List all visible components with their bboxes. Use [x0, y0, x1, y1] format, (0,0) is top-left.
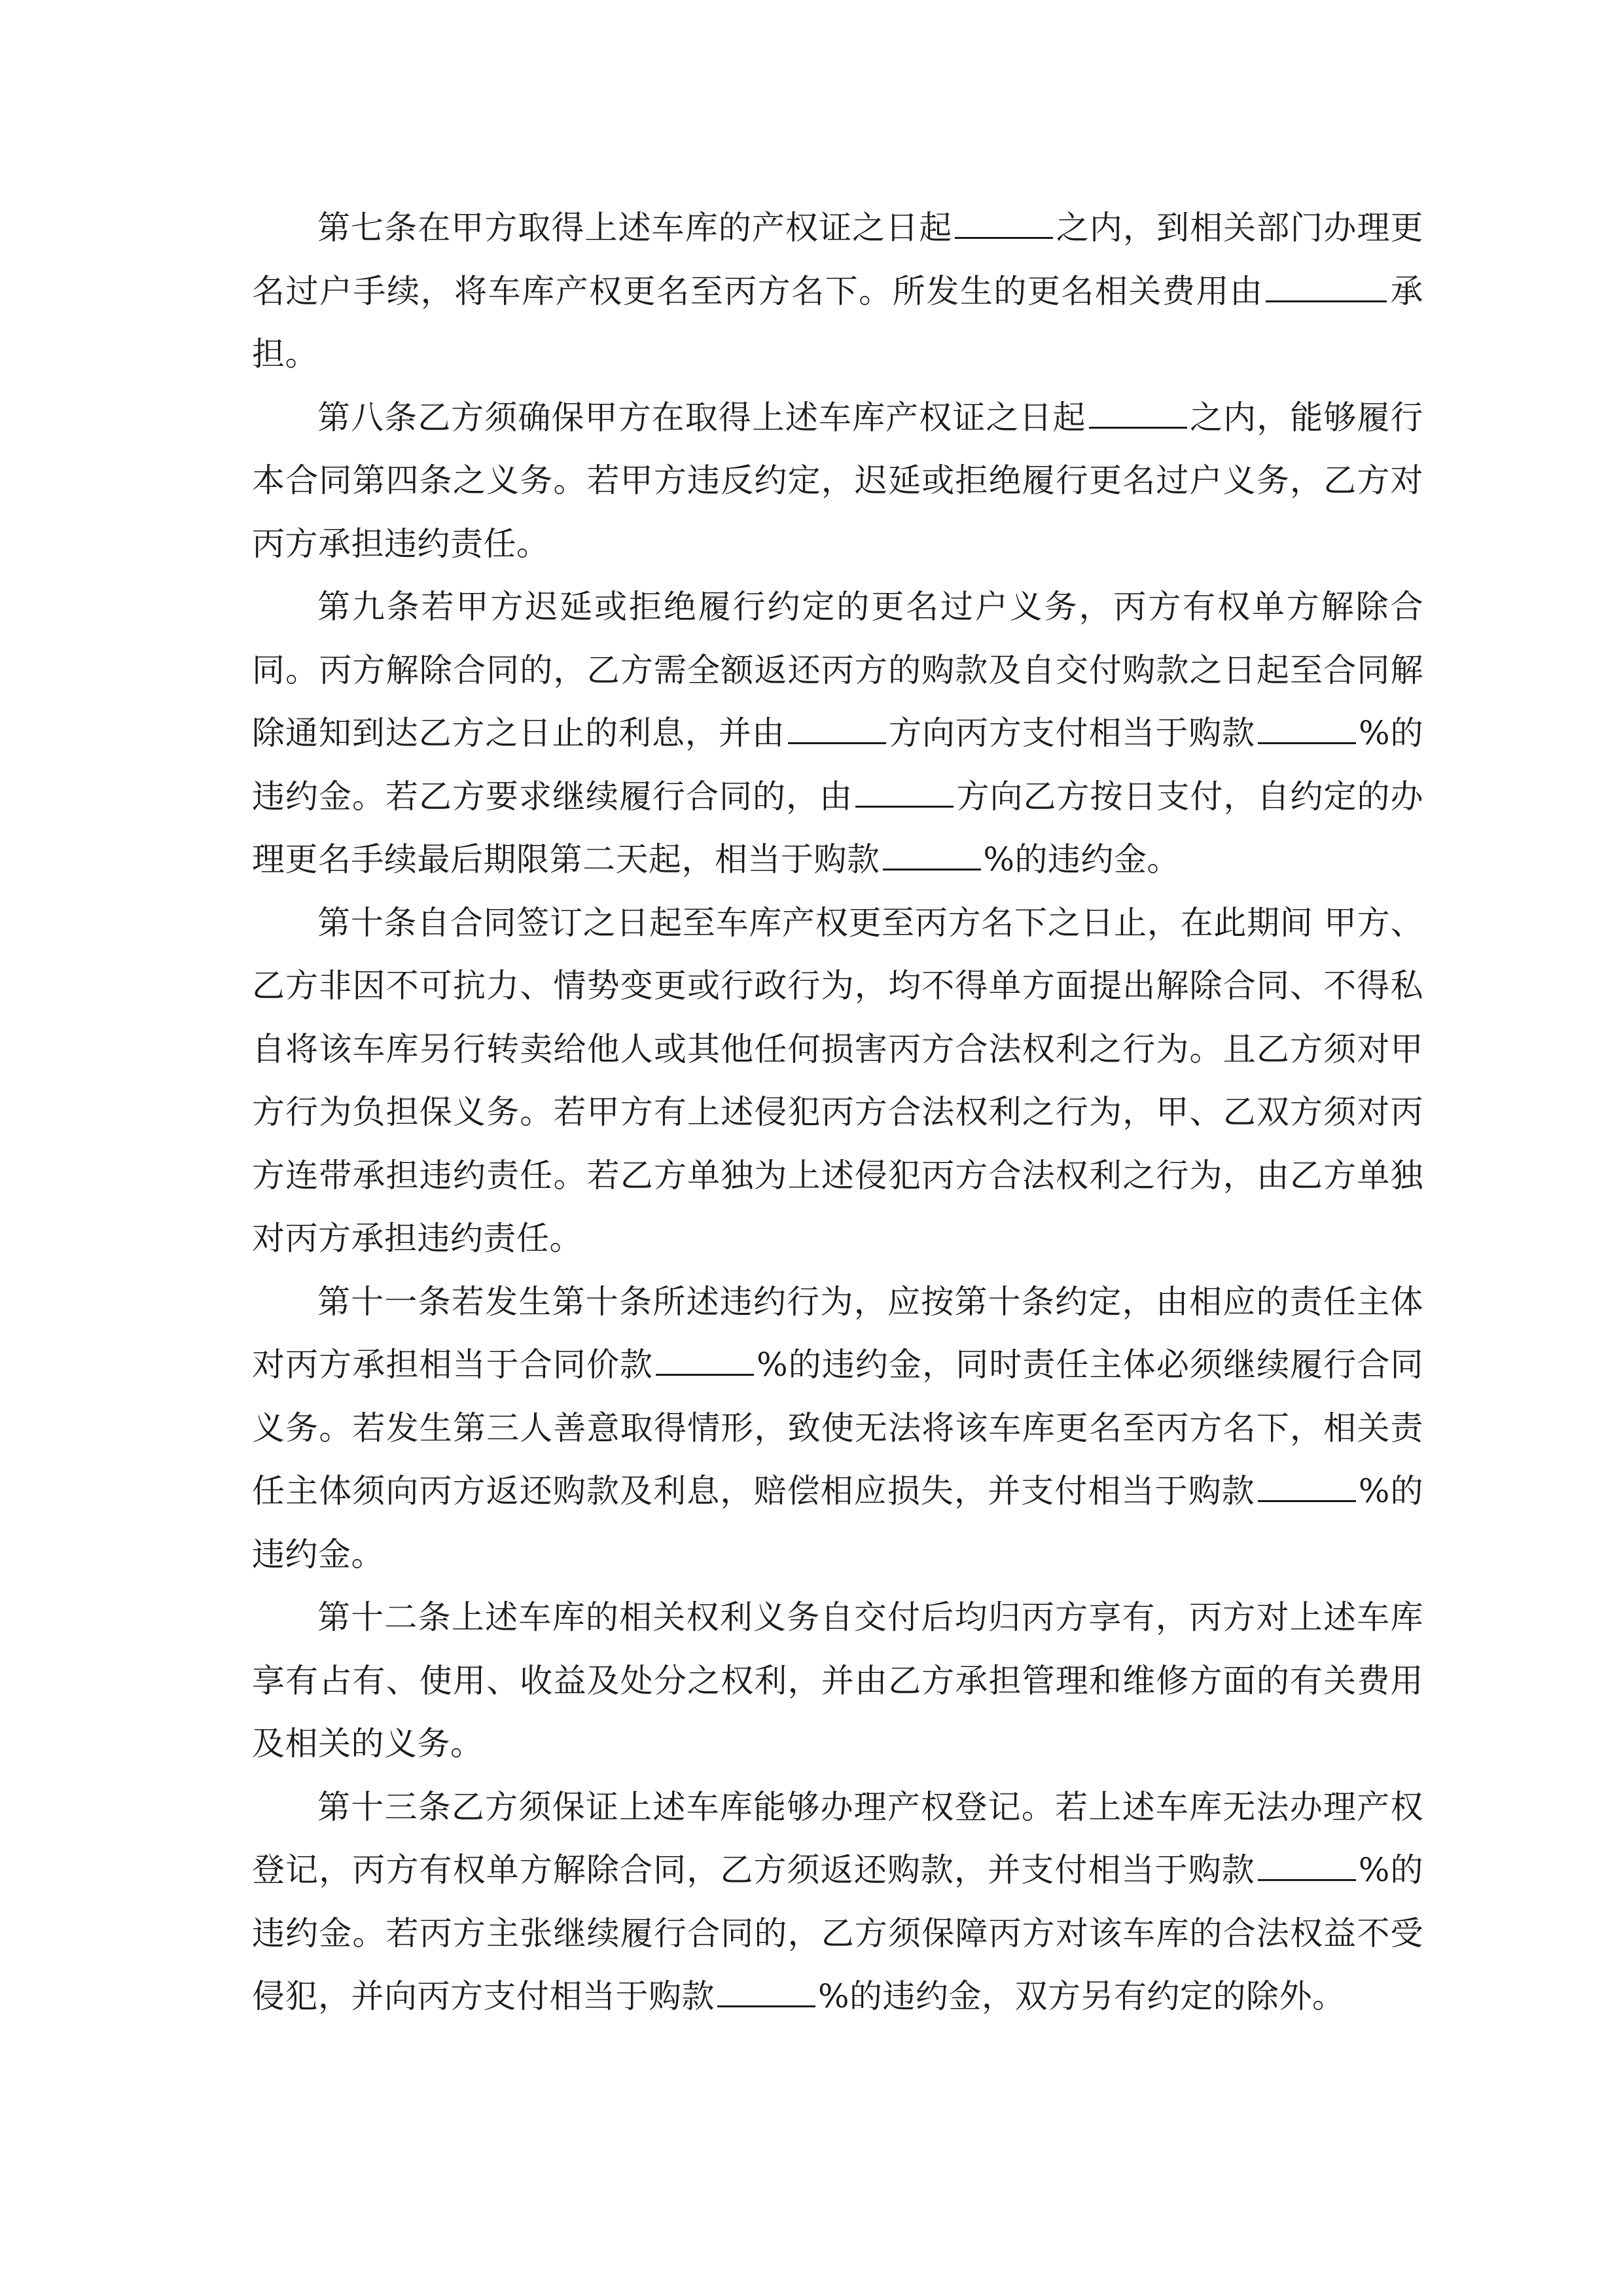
- fill-blank: [1258, 1853, 1356, 1881]
- clause-13: 第十三条乙方须保证上述车库能够办理产权登记。若上述车库无法办理产权登记，丙方有权单方解除合同，乙方须返还购款，并支付相当于购款 %的违约金。若丙方主张继续履行合同的，乙方须保障丙方对该车库的合法权益不受侵犯，并向丙方支付相当于购款 %的违约金，双方另有约定的除外。: [252, 1787, 1423, 2015]
- clause-9: 第九条若甲方迟延或拒绝履行约定的更名过户义务，丙方有权单方解除合同。丙方解除合同的，乙方需全额返还丙方的购款及自交付购款之日起至合同解除通知到达乙方之日止的利息，并由 方向丙方支付相当于购款 %的违约金。若乙方要求继续履行合同的，由 方向乙方按日支付，自约定的办理更名手续最后期限第二天起，相当于购款 %的违约金。: [252, 588, 1424, 878]
- clause-11: 第十一条若发生第十条所述违约行为，应按第十条约定，由相应的责任主体对丙方承担相当于合同价款 %的违约金，同时责任主体必须继续履行合同义务。若发生第三人善意取得情形，致使无法将该车库更名至丙方名下，相关责任主体须向丙方返还购款及利息，赔偿相应损失，并支付相当于购款 %的违约金。: [252, 1282, 1423, 1573]
- fill-blank: [1258, 716, 1356, 744]
- fill-blank: [955, 211, 1053, 239]
- clause-7: 第七条在甲方取得上述车库的产权证之日起 之内，到相关部门办理更名过户手续，将车库产权更名至丙方名下。所发生的更名相关费用由 承担。: [252, 209, 1424, 373]
- fill-blank: [883, 842, 981, 870]
- contract-page: [252, 196, 1423, 2028]
- fill-blank: [1266, 274, 1387, 302]
- clause-10: 第十条自合同签订之日起至车库产权更至丙方名下之日止，在此期间 甲方、乙方非因不可抗力、情势变更或行政行为，均不得单方面提出解除合同、不得私自将该车库另行转卖给他人或其他任何损害丙方合法权利之行为。且乙方须对甲方行为负担保义务。若甲方有上述侵犯丙方合法权利之行为，甲、乙双方须对丙方连带承担违约责任。若乙方单独为上述侵犯丙方合法权利之行为，由乙方单独对丙方承担违约责任。: [252, 903, 1423, 1257]
- fill-blank: [855, 780, 954, 808]
- fill-blank: [1258, 1474, 1356, 1502]
- fill-blank: [656, 1348, 754, 1376]
- clause-12: 第十二条上述车库的相关权利义务自交付后均归丙方享有，丙方对上述车库享有占有、使用、收益及处分之权利，并由乙方承担管理和维修方面的有关费用及相关的义务。: [252, 1598, 1423, 1763]
- clause-8: 第八条乙方须确保甲方在取得上述车库产权证之日起 之内，能够履行本合同第四条之义务。若甲方违反约定，迟延或拒绝履行更名过户义务，乙方对丙方承担违约责任。: [252, 398, 1424, 563]
- fill-blank: [788, 716, 886, 744]
- fill-blank: [1089, 401, 1187, 429]
- fill-blank: [717, 1979, 815, 2007]
